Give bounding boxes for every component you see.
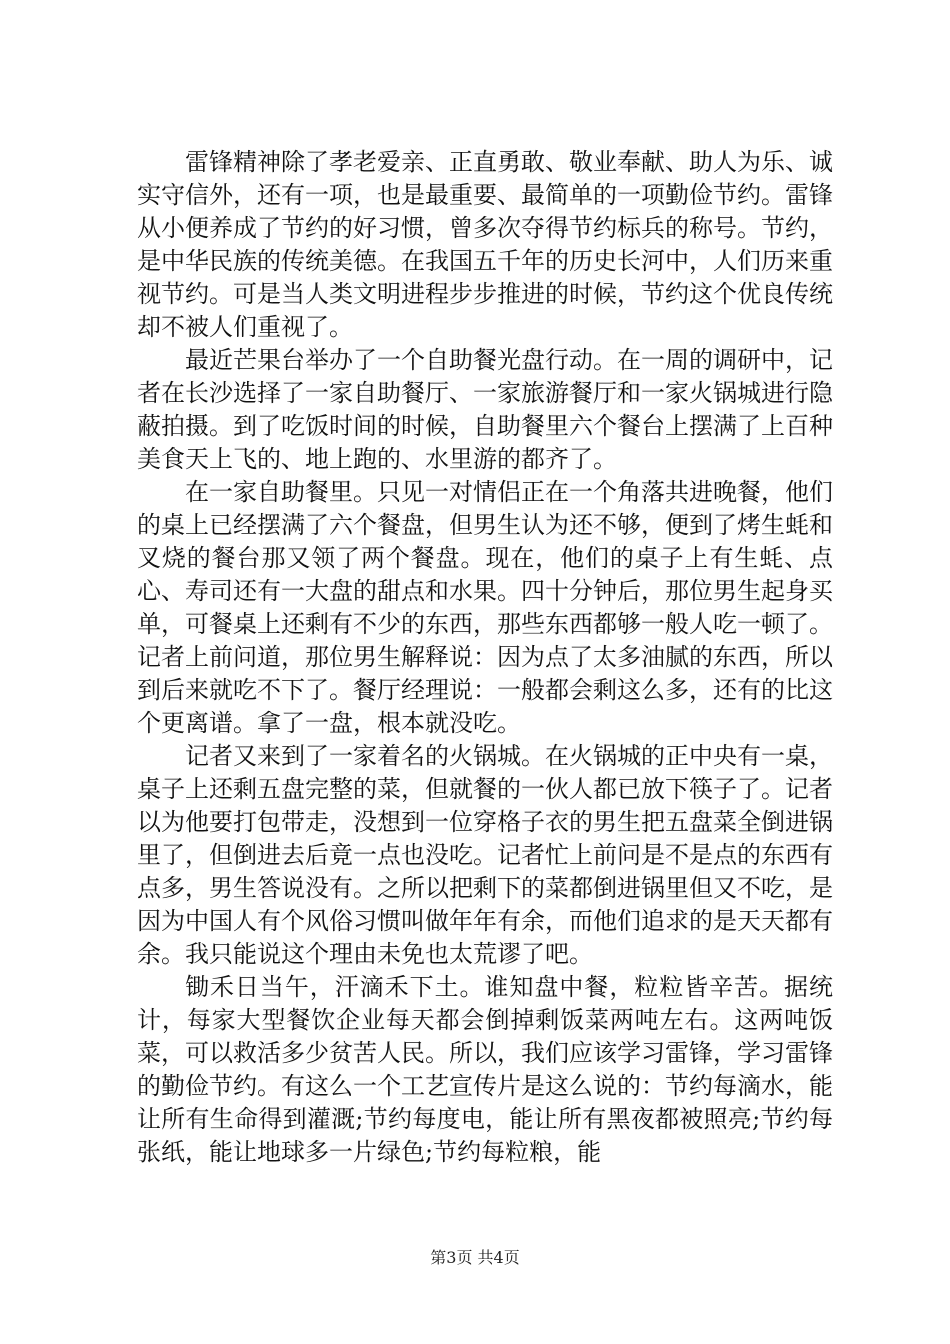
paragraph-couple-buffet: 在一家自助餐里。只见一对情侣正在一个角落共进晚餐，他们的桌上已经摆满了六个餐盘，但男生认为还不够，便到了烤生蚝和叉烧的餐台那又领了两个餐盘。现在，他们的桌子上有生蚝、点心、寿司还有一大盘的甜点和水果。四十分钟后，那位男生起身买单，可餐桌上还剩有不少的东西，那些东西都够一般人吃一顿了。记者上前问道，那位男生解释说：因为点了太多油腻的东西，所以到后来就吃不下了。餐厅经理说：一般都会剩这么多，还有的比这个更离谱。拿了一盘，根本就没吃。 (137, 478, 833, 737)
paragraph-leifeng-thrift: 雷锋精神除了孝老爱亲、正直勇敢、敬业奉献、助人为乐、诚实守信外，还有一项，也是最重要、最简单的一项勤俭节约。雷锋从小便养成了节约的好习惯，曾多次夺得节约标兵的称号。节约，是中华民族的传统美德。在我国五千年的历史长河中，人们历来重视节约。可是当人类文明进程步步推进的时候，节约这个优良传统却不被人们重视了。 (137, 148, 833, 341)
page-number-footer: 第3页 共4页 (430, 1248, 520, 1267)
document-body (137, 146, 833, 1169)
paragraph-conclusion: 锄禾日当午，汗滴禾下土。谁知盘中餐，粒粒皆辛苦。据统计，每家大型餐饮企业每天都会倒掉剩饭菜两吨左右。这两吨饭菜，可以救活多少贫苦人民。所以，我们应该学习雷锋，学习雷锋的勤俭节约。有这么一个工艺宣传片是这么说的：节约每滴水，能让所有生命得到灌溉;节约每度电，能让所有黑夜都被照亮;节约每张纸，能让地球多一片绿色;节约每粒粮，能 (137, 973, 833, 1166)
paragraph-buffet-action: 最近芒果台举办了一个自助餐光盘行动。在一周的调研中，记者在长沙选择了一家自助餐厅、一家旅游餐厅和一家火锅城进行隐蔽拍摄。到了吃饭时间的时候，自助餐里六个餐台上摆满了上百种美食天上飞的、地上跑的、水里游的都齐了。 (137, 346, 833, 473)
paragraph-hotpot: 记者又来到了一家着名的火锅城。在火锅城的正中央有一桌，桌子上还剩五盘完整的菜，但就餐的一伙人都已放下筷子了。记者以为他要打包带走，没想到一位穿格子衣的男生把五盘菜全倒进锅里了，但倒进去后竟一点也没吃。记者忙上前问是不是点的东西有点多，男生答说没有。之所以把剩下的菜都倒进锅里但又不吃，是因为中国人有个风俗习惯叫做年年有余，而他们追求的是天天都有余。我只能说这个理由未免也太荒谬了吧。 (137, 742, 833, 968)
